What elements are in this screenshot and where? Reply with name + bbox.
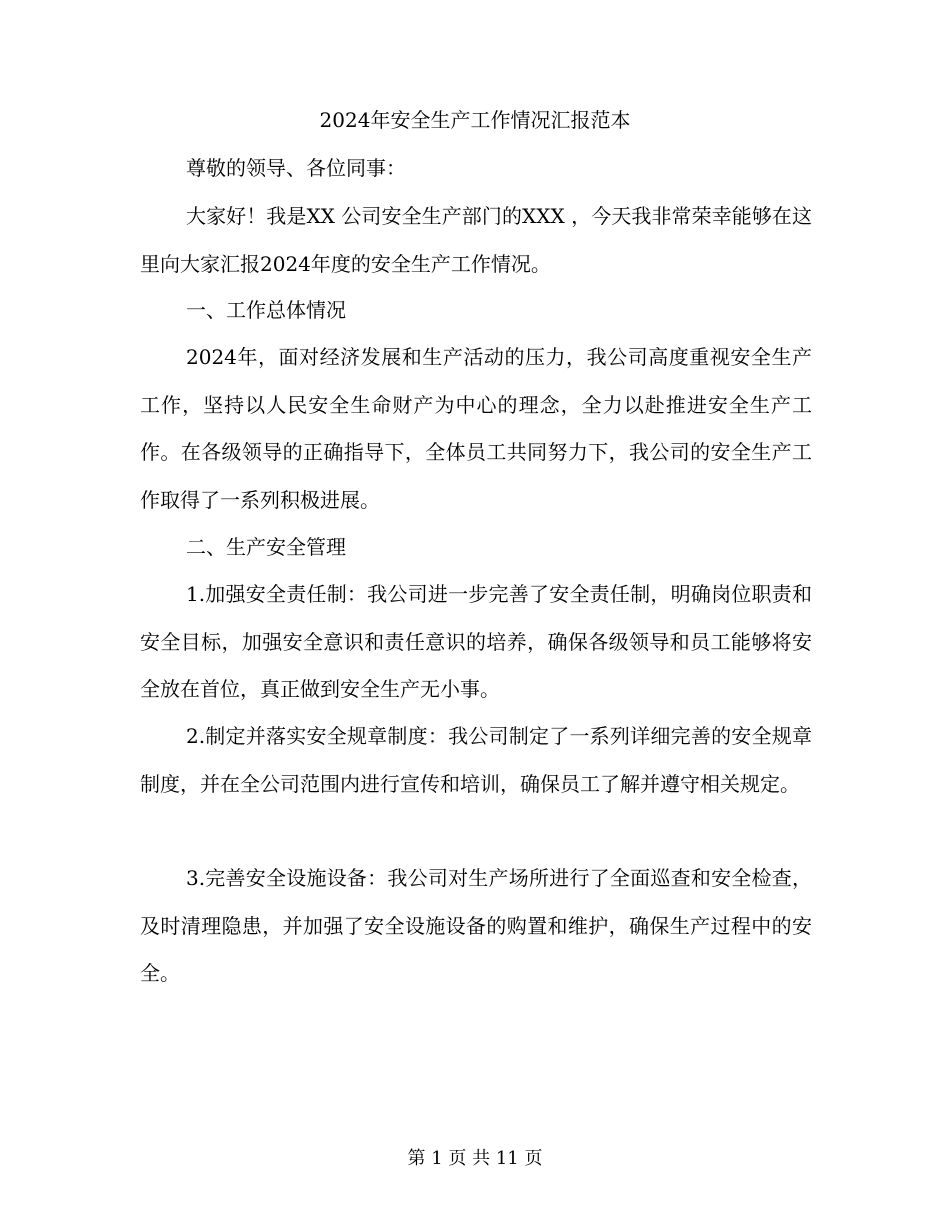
section-heading-overview: 一、工作总体情况 [186,298,346,322]
overview-paragraph: 2024年，面对经济发展和生产活动的压力，我公司高度重视安全生产工作，坚持以人民安全生命财产为中心的理念，全力以赴推进安全生产工作。在各级领导的正确指导下，全体员工共同努力下，我公司的安全生产工作取得了一系列积极进展。 [140,345,812,512]
item-2-paragraph: 2.制定并落实安全规章制度：我公司制定了一系列详细完善的安全规章制度，并在全公司范围内进行宣传和培训，确保员工了解并遵守相关规定。 [140,724,812,796]
intro-paragraph: 大家好！我是XX 公司安全生产部门的XXX ，今天我非常荣幸能够在这里向大家汇报2024年度的安全生产工作情况。 [140,204,812,276]
section-heading-management: 二、生产安全管理 [186,535,346,559]
page-number-footer: 第 1 页 共 11 页 [407,1148,543,1169]
document-title: 2024年安全生产工作情况汇报范本 [319,108,631,132]
salutation-paragraph: 尊敬的领导、各位同事： [186,156,406,180]
item-1-paragraph: 1.加强安全责任制：我公司进一步完善了安全责任制，明确岗位职责和安全目标，加强安全意识和责任意识的培养，确保各级领导和员工能够将安全放在首位，真正做到安全生产无小事。 [140,582,812,701]
item-3-paragraph: 3.完善安全设施设备：我公司对生产场所进行了全面巡查和安全检查，及时清理隐患，并加强了安全设施设备的购置和维护，确保生产过程中的安全。 [140,866,812,985]
